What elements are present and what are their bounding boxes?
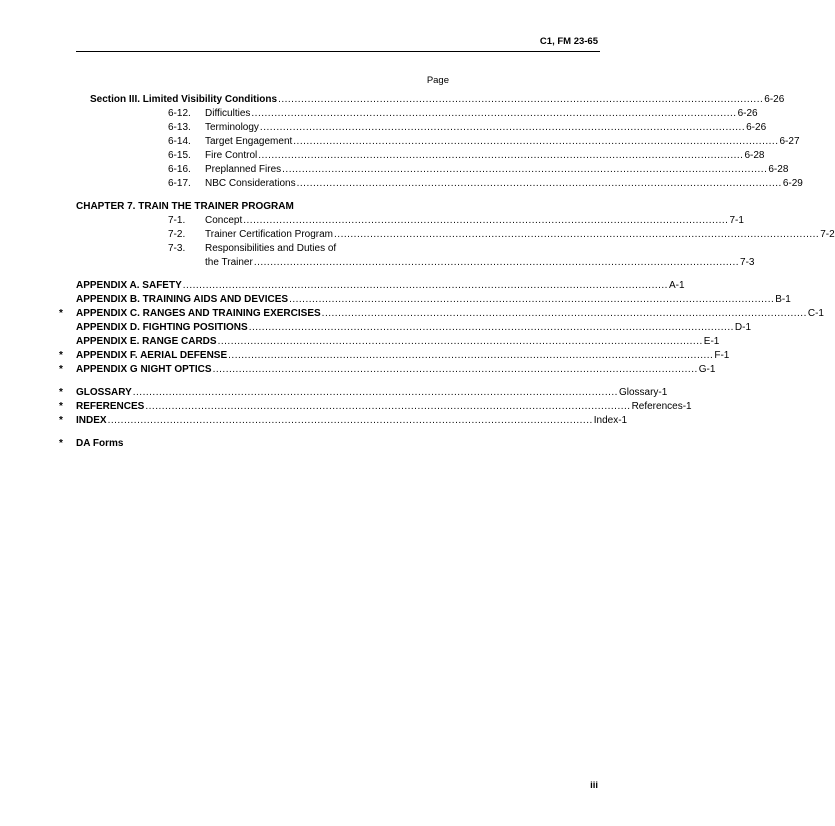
change-marker: * (59, 387, 63, 398)
toc-entry-page: G-1 (698, 364, 716, 375)
toc-entry-page: References-1 (631, 401, 692, 412)
toc-entry-target-engagement[interactable] (205, 135, 800, 149)
toc-entry-title: APPENDIX C. RANGES AND TRAINING EXERCISES (76, 308, 321, 319)
toc-item-number: 6-15. (168, 150, 191, 161)
toc-entry-appendix-b[interactable] (76, 293, 791, 307)
toc-entry-nbc-considerations[interactable] (205, 177, 803, 191)
toc-entry-page: Index-1 (593, 415, 628, 426)
toc-entry-title: APPENDIX B. TRAINING AIDS AND DEVICES (76, 294, 289, 305)
toc-entry-references[interactable] (76, 400, 692, 414)
dot-leader: .................................................................................................................................................... (228, 350, 714, 361)
change-marker: * (59, 438, 63, 449)
toc-entry-page: 7-1 (729, 215, 744, 226)
toc-item-number: 6-17. (168, 178, 191, 189)
toc-entry-responsibilities[interactable] (205, 256, 755, 270)
dot-leader: .................................................................................................................................................... (258, 150, 744, 161)
dot-leader: .................................................................................................................................................... (259, 122, 746, 133)
toc-entry-title: Section III. Limited Visibility Conditions (90, 94, 278, 105)
dot-leader: .................................................................................................................................................... (253, 257, 740, 268)
toc-entry-title: Target Engagement (205, 136, 293, 147)
dot-leader: .................................................................................................................................................... (132, 387, 618, 398)
dot-leader: .................................................................................................................................................... (289, 294, 775, 305)
toc-entry-appendix-a[interactable] (76, 279, 685, 293)
dot-leader: .................................................................................................................................................... (217, 336, 703, 347)
toc-entry-page: 6-27 (779, 136, 800, 147)
toc-entry-title: Concept (205, 215, 243, 226)
toc-entry-page: C-1 (807, 308, 824, 319)
toc-entry-da-forms[interactable]: DA Forms (76, 438, 124, 449)
page-number: iii (590, 780, 598, 791)
dot-leader: .................................................................................................................................................... (282, 164, 768, 175)
toc-entry-appendix-g[interactable] (76, 363, 716, 377)
dot-leader: .................................................................................................................................................... (251, 108, 737, 119)
toc-item-number: 6-13. (168, 122, 191, 133)
toc-entry-appendix-f[interactable] (76, 349, 730, 363)
toc-entry-title: APPENDIX D. FIGHTING POSITIONS (76, 322, 248, 333)
change-marker: * (59, 401, 63, 412)
toc-entry-appendix-d[interactable] (76, 321, 752, 335)
toc-item-number: 6-12. (168, 108, 191, 119)
dot-leader: .................................................................................................................................................... (107, 415, 593, 426)
toc-entry-section-3[interactable] (90, 93, 785, 107)
toc-entry-appendix-c[interactable] (76, 307, 824, 321)
toc-entry-title: GLOSSARY (76, 387, 132, 398)
toc-entry-terminology[interactable] (205, 121, 767, 135)
dot-leader: .................................................................................................................................................... (243, 215, 729, 226)
toc-entry-title: APPENDIX A. SAFETY (76, 280, 182, 291)
toc-item-number: 7-3. (168, 243, 186, 254)
toc-entry-title: APPENDIX G NIGHT OPTICS (76, 364, 212, 375)
toc-entry-trainer-certification[interactable] (205, 228, 835, 242)
toc-entry-title: Trainer Certification Program (205, 229, 334, 240)
change-marker: * (59, 415, 63, 426)
toc-entry-difficulties[interactable] (205, 107, 758, 121)
toc-entry-glossary[interactable] (76, 386, 668, 400)
toc-entry-title: the Trainer (205, 257, 253, 268)
dot-leader: .................................................................................................................................................... (212, 364, 698, 375)
toc-entry-index[interactable] (76, 414, 628, 428)
page-column-label: Page (426, 75, 449, 86)
dot-leader: .................................................................................................................................................... (334, 229, 820, 240)
toc-entry-preplanned-fires[interactable] (205, 163, 789, 177)
toc-entry-title: Fire Control (205, 150, 258, 161)
toc-entry-concept[interactable] (205, 214, 744, 228)
header-rule (76, 51, 600, 52)
change-marker: * (59, 364, 63, 375)
toc-entry-title: APPENDIX F. AERIAL DEFENSE (76, 350, 228, 361)
toc-item-number: 6-16. (168, 164, 191, 175)
dot-leader: .................................................................................................................................................... (182, 280, 668, 291)
dot-leader: .................................................................................................................................................... (248, 322, 734, 333)
toc-entry-page: 6-28 (768, 164, 789, 175)
toc-entry-title: Difficulties (205, 108, 251, 119)
toc-item-number: 6-14. (168, 136, 191, 147)
toc-entry-appendix-e[interactable] (76, 335, 720, 349)
toc-entry-title: REFERENCES (76, 401, 145, 412)
toc-item-number: 7-1. (168, 215, 186, 226)
toc-entry-title: APPENDIX E. RANGE CARDS (76, 336, 217, 347)
toc-item-number: 7-2. (168, 229, 186, 240)
toc-entry-page: D-1 (734, 322, 752, 333)
toc-entry-fire-control[interactable] (205, 149, 765, 163)
dot-leader: .................................................................................................................................................... (296, 178, 782, 189)
toc-entry-title: INDEX (76, 415, 107, 426)
toc-entry-page: F-1 (714, 350, 730, 361)
toc-entry-title: Preplanned Fires (205, 164, 282, 175)
running-header: C1, FM 23-65 (539, 36, 598, 47)
toc-entry-page: 6-28 (744, 150, 765, 161)
chapter-7-heading[interactable]: CHAPTER 7. TRAIN THE TRAINER PROGRAM (76, 201, 294, 212)
toc-entry-page: 7-3 (740, 257, 755, 268)
toc-entry-title: NBC Considerations (205, 178, 296, 189)
toc-entry-page: 6-29 (782, 178, 803, 189)
change-marker: * (59, 350, 63, 361)
change-marker: * (59, 308, 63, 319)
dot-leader: .................................................................................................................................................... (145, 401, 631, 412)
dot-leader: .................................................................................................................................................... (293, 136, 779, 147)
toc-entry-title-line1[interactable]: Responsibilities and Duties of (205, 243, 337, 254)
toc-entry-page: A-1 (668, 280, 685, 291)
toc-entry-page: B-1 (775, 294, 791, 305)
toc-entry-page: 6-26 (764, 94, 785, 105)
toc-entry-page: 6-26 (746, 122, 767, 133)
dot-leader: .................................................................................................................................................... (321, 308, 807, 319)
toc-entry-page: E-1 (703, 336, 720, 347)
dot-leader: .................................................................................................................................................... (278, 94, 764, 105)
toc-entry-page: 7-2 (820, 229, 835, 240)
toc-entry-page: 6-26 (737, 108, 758, 119)
toc-entry-page: Glossary-1 (618, 387, 668, 398)
toc-entry-title: Terminology (205, 122, 259, 133)
